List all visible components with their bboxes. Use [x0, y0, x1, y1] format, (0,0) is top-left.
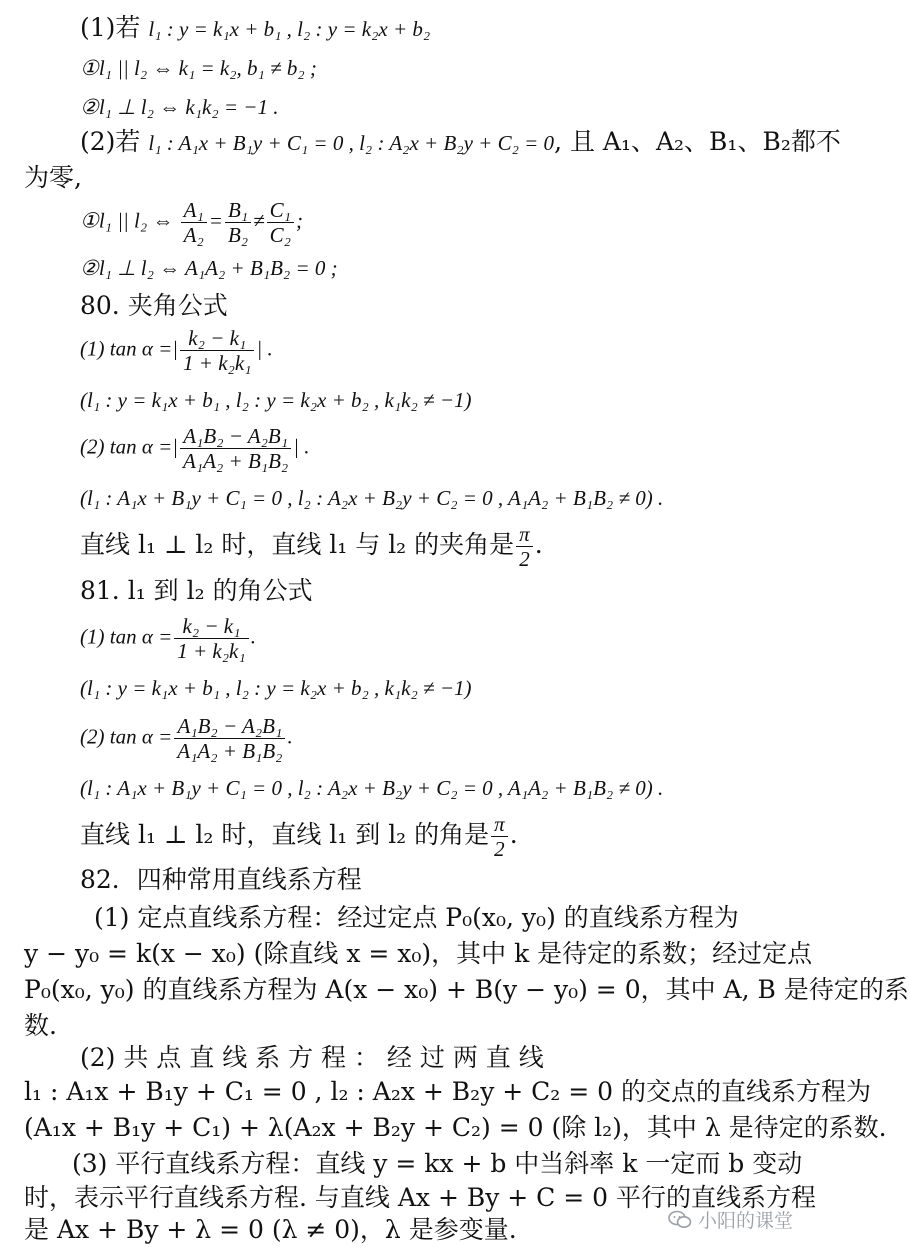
formula-line: ①l₁ || l₂ ⇔ k₁ = k₂, b₁ ≠ b₂ ; [80, 56, 317, 80]
watermark [668, 1206, 793, 1233]
text-line: 为零, [24, 163, 82, 192]
text-line: 直线 l₁ ⊥ l₂ 时，直线 l₁ 到 l₂ 的角是 $\frac{\pi}{2}$ . [80, 812, 518, 861]
paragraph-line: 时，表示平行直线系方程. 与直线 Ax + By + C = 0 平行的直线系方程 [24, 1183, 816, 1212]
paragraph-line: (1) 定点直线系方程：经过定点 P₀(x₀, y₀) 的直线系方程为 [94, 903, 739, 932]
text-line: (2)若 l₁ : A₁x + B₁y + C₁ = 0 , l₂ : A₂x + B₂y + C₂ = 0, 且 A₁、A₂、B₁、B₂都不 [80, 127, 841, 156]
paragraph-line: 是 Ax + By + λ = 0 (λ ≠ 0)，λ 是参变量. [24, 1215, 517, 1244]
fraction: $\frac{\text{B₁}}{\text{B₂}}$ [225, 198, 251, 247]
paragraph-line: 数. [24, 1011, 57, 1040]
fraction: $\frac{\text{k₂ − k₁}}{\text{1 + k₂k₁}}$ [180, 326, 254, 375]
paragraph-line: (3) 平行直线系方程：直线 y = kx + b 中当斜率 k 一定而 b 变动 [72, 1149, 803, 1178]
watermark-text: 小阳的课堂 [697, 1210, 793, 1232]
fraction: $\frac{\text{A₁B₂ − A₂B₁}}{\text{A₁A₂ + B₁B₂}}$ [180, 424, 291, 473]
text: (1)若 [80, 13, 141, 42]
formula-line: (l₁ : y = k₁x + b₁ , l₂ : y = k₂x + b₂ , k₁k₂ ≠ −1) [80, 676, 472, 700]
formula-line: ②l₁ ⊥ l₂ ⇔ k₁k₂ = −1 . [80, 95, 279, 119]
fraction: $\frac{\text{C₁}}{\text{C₂}}$ [267, 198, 294, 247]
formula-line: (2) tan α = $\frac{\text{A₁B₂ − A₂B₁}}{\text{A₁A₂ + B₁B₂}}$ . [80, 714, 293, 763]
formula-line: (1) tan α =| $\frac{\text{k₂ − k₁}}{\text{1 + k₂k₁}}$ | . [80, 326, 273, 375]
formula-line: (l₁ : A₁x + B₁y + C₁ = 0 , l₂ : A₂x + B₂y + C₂ = 0 , A₁A₂ + B₁B₂ ≠ 0) . [80, 486, 664, 510]
fraction: $\frac{\pi}{2}$ [516, 522, 533, 571]
section-heading: 81. l₁ 到 l₂ 的角公式 [80, 576, 313, 605]
section-heading: 82．四种常用直线系方程 [80, 865, 362, 894]
text-line: 直线 l₁ ⊥ l₂ 时，直线 l₁ 与 l₂ 的夹角是 $\frac{\pi}{2}$ . [80, 522, 543, 571]
section-heading: 80. 夹角公式 [80, 291, 228, 320]
fraction: $\frac{\text{A₁B₂ − A₂B₁}}{\text{A₁A₂ + B₁B₂}}$ [174, 714, 285, 763]
text-line [80, 10, 430, 47]
formula-line: (1) tan α = $\frac{\text{k₂ − k₁}}{\text{1 + k₂k₁}}$ . [80, 614, 256, 663]
fraction: $\frac{\text{k₂ − k₁}}{\text{1 + k₂k₁}}$ [174, 614, 248, 663]
paragraph-line: P₀(x₀, y₀) 的直线系方程为 A(x − x₀) + B(y − y₀) = 0，其中 A, B 是待定的系 [24, 975, 909, 1004]
formula-line: (l₁ : y = k₁x + b₁ , l₂ : y = k₂x + b₂ , k₁k₂ ≠ −1) [80, 388, 472, 412]
formula: l₁ : y = k₁x + b₁ , l₂ : y = k₂x + b₂ [148, 17, 431, 41]
formula-line: (2) tan α =| $\frac{\text{A₁B₂ − A₂B₁}}{\text{A₁A₂ + B₁B₂}}$ | . [80, 424, 310, 473]
paragraph-line: (2) 共 点 直 线 系 方 程 ： 经 过 两 直 线 [80, 1043, 544, 1072]
formula: l₁ : A₁x + B₁y + C₁ = 0 , l₂ : A₂x + B₂y + C₂ = 0 [148, 131, 555, 155]
paragraph-line: y − y₀ = k(x − x₀) (除直线 x = x₀)，其中 k 是待定的系数；经过定点 [24, 939, 813, 968]
paragraph-line: (A₁x + B₁y + C₁) + λ(A₂x + B₂y + C₂) = 0 (除 l₂)，其中 λ 是待定的系数. [24, 1113, 887, 1142]
formula-line: ①l₁ || l₂ ⇔ $\frac{\text{A₁}}{\text{A₂}}$ = $\frac{\text{B₁}}{\text{B₂}}$ ≠ $\frac{\text{C₁}}{\text{C₂}}$ ; [80, 198, 303, 247]
wechat-icon [668, 1210, 692, 1230]
formula-line: ②l₁ ⊥ l₂ ⇔ A₁A₂ + B₁B₂ = 0 ; [80, 256, 338, 280]
fraction: $\frac{\text{A₁}}{\text{A₂}}$ [181, 198, 207, 247]
fraction: $\frac{\pi}{2}$ [491, 812, 508, 861]
formula-line: (l₁ : A₁x + B₁y + C₁ = 0 , l₂ : A₂x + B₂y + C₂ = 0 , A₁A₂ + B₁B₂ ≠ 0) . [80, 776, 664, 800]
paragraph-line: l₁ : A₁x + B₁y + C₁ = 0 , l₂ : A₂x + B₂y + C₂ = 0 的交点的直线系方程为 [24, 1077, 871, 1106]
